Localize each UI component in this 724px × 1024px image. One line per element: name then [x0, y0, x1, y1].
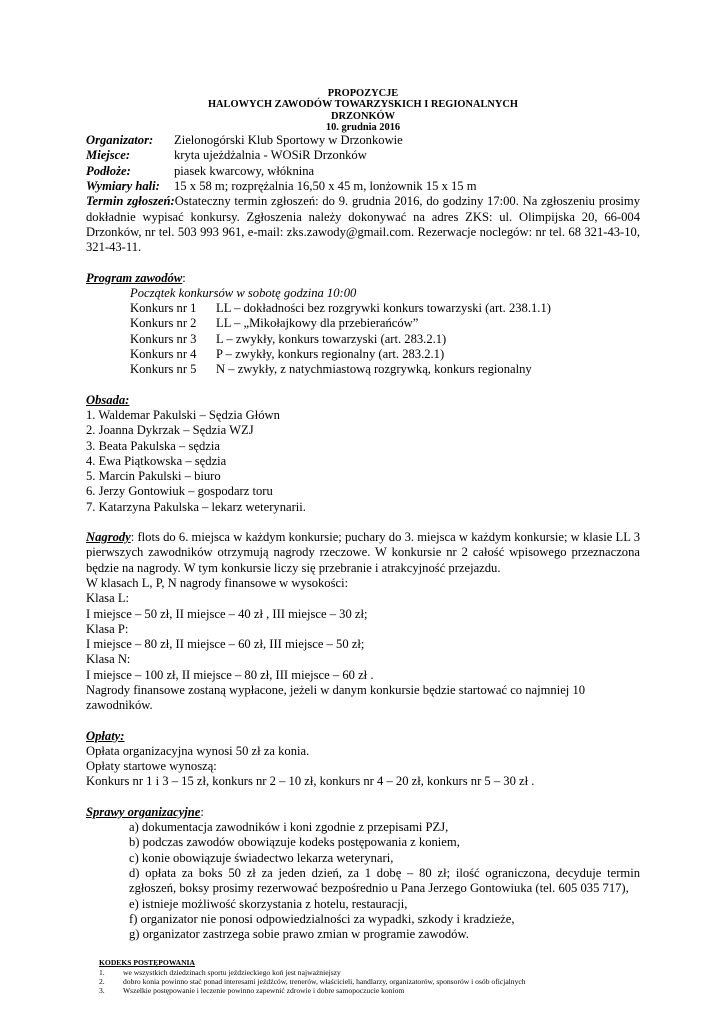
sprawy-list [86, 820, 640, 942]
list-item: 4. Ewa Piątkowska – sędzia [86, 453, 227, 468]
program-section: Program zawodów: [86, 270, 186, 285]
list-item: 2. Joanna Dykrzak – Sędzia WZJ [86, 423, 254, 438]
oplaty-title: Opłaty: [86, 728, 125, 743]
list-item: f) organizator nie ponosi odpowiedzialności za wypadki, szkody i kradzieże, [129, 911, 515, 926]
document-page [86, 88, 640, 995]
kodeks-number: 3. [99, 986, 105, 996]
list-item [86, 301, 640, 316]
kodeks-text: Wszelkie postępowanie i leczenie powinno zapewnić zdrowie i dobre samopoczucie koniom [123, 986, 405, 996]
list-item [86, 316, 640, 331]
konkurs-number: Konkurs nr 2 [130, 316, 197, 331]
list-item: 1. Waldemar Pakulski – Sędzia Główn [86, 407, 280, 422]
oplaty-list [86, 744, 640, 790]
miejsce-label: Miejsce: [86, 148, 131, 163]
wymiary-row [86, 179, 640, 194]
termin-paragraph [86, 194, 640, 255]
konkurs-description: L – zwykły, konkurs towarzyski (art. 283.2.1) [216, 331, 447, 346]
wymiary-value: 15 x 58 m; rozprężalnia 16,50 x 45 m, lonżownik 15 x 15 m [174, 179, 477, 194]
list-item: 3. Beata Pakulska – sędzia [86, 438, 220, 453]
list-item: 7. Katarzyna Pakulska – lekarz weterynarii. [86, 499, 306, 514]
list-item: a) dokumentacja zawodników i koni zgodnie z przepisami PZJ, [129, 820, 449, 835]
header-subtitle: HALOWYCH ZAWODÓW TOWARZYSKICH I REGIONALNYCH [207, 99, 519, 111]
list-item [99, 977, 640, 986]
header-title: PROPOZYCJE [327, 88, 399, 99]
nagrody-paragraph [86, 530, 640, 576]
kodeks-title: KODEKS POSTĘPOWANIA [99, 958, 195, 968]
konkurs-number: Konkurs nr 5 [130, 362, 197, 377]
sprawy-title: Sprawy organizacyjne [86, 804, 201, 819]
list-item: d) opłata za boks 50 zł za jeden dzień, za 1 dobę – 80 zł; ilość ograniczona, decyduje termin zgłoszeń, boksy prosimy rezerwować bezpośrednio u Pana Jerzego Gontowiuka (tel. 605 035 717), [129, 865, 640, 896]
nagrody-line: W klasach L, P, N nagrody finansowe w wysokości: [86, 575, 349, 590]
kodeks-text: dobro konia powinno stać ponad interesami jeźdźców, trenerów, właścicieli, handlarzy, organizatorów, sponsorów i osób oficjalnych [123, 976, 526, 986]
list-item: 6. Jerzy Gontowiuk – gospodarz toru [86, 484, 273, 499]
kodeks-text: we wszystkich dziedzinach sportu jeździeckiego koń jest najważniejszy [123, 967, 341, 977]
nagrody-line: I miejsce – 50 zł, II miejsce – 40 zł , III miejsce – 30 zł; [86, 606, 368, 621]
konkurs-description: LL – „Mikołajkowy dla przebierańców” [216, 316, 419, 331]
list-item [86, 347, 640, 362]
kodeks-number: 1. [99, 967, 105, 977]
nagrody-line: Klasa N: [86, 652, 131, 667]
podloze-label: Podłoże: [86, 163, 131, 178]
kodeks-section [86, 958, 640, 995]
konkurs-description: N – zwykły, z natychmiastową rozgrywką, konkurs regionalny [216, 362, 532, 377]
podloze-row [86, 164, 640, 179]
konkurs-number: Konkurs nr 3 [130, 331, 197, 346]
list-item [86, 332, 640, 347]
organizator-value: Zielonogórski Klub Sportowy w Drzonkowie [174, 133, 403, 148]
sprawy-section [86, 805, 640, 820]
konkurs-description: P – zwykły, konkurs regionalny (art. 283.2.1) [216, 347, 445, 362]
program-start: Początek konkursów w sobotę godzina 10:00 [130, 285, 357, 300]
list-item: b) podczas zawodów obowiązuje kodeks postępowania z koniem, [129, 835, 460, 850]
organizator-row [86, 133, 640, 148]
list-item [99, 968, 640, 977]
list-item: e) istnieje możliwość skorzystania z hotelu, restauracji, [129, 896, 408, 911]
header-date: 10. grudnia 2016 [325, 121, 401, 133]
program-title: Program zawodów [86, 270, 183, 285]
nagrody-line: I miejsce – 100 zł, II miejsce – 80 zł, III miejsce – 60 zł . [86, 667, 374, 682]
nagrody-line: Klasa L: [86, 591, 130, 606]
sprawy-colon: : [200, 804, 204, 819]
list-item: c) konie obowiązuje świadectwo lekarza weterynari, [129, 850, 394, 865]
kodeks-number: 2. [99, 976, 105, 986]
miejsce-value: kryta ujeżdżalnia - WOSiR Drzonków [174, 148, 367, 163]
list-item: g) organizator zastrzega sobie prawo zmian w programie zawodów. [129, 927, 469, 942]
oplaty-line: Konkurs nr 1 i 3 – 15 zł, konkurs nr 2 – 10 zł, konkurs nr 4 – 20 zł, konkurs nr 5 – 30 zł . [86, 774, 535, 789]
nagrody-line: I miejsce – 80 zł, II miejsce – 60 zł, III miejsce – 50 zł; [86, 637, 365, 652]
nagrody-line: Nagrody finansowe zostaną wypłacone, jeżeli w danym konkursie będzie startować co najmniej 10 zawodników. [86, 682, 586, 713]
wymiary-label: Wymiary hali: [86, 179, 160, 194]
obsada-list [86, 408, 640, 515]
nagrody-text: : flots do 6. miejsca w każdym konkursie; puchary do 3. miejsca w każdym konkursie; w klasie LL 3 pierwszych zawodników otrzymują nagrody rzeczowe. W konkursie nr 2 całość wpisowego przeznaczona będzie na nagrody. W tym konkursie liczy się przebranie i atrakcyjność przejazdu. [86, 530, 640, 575]
list-item: 5. Marcin Pakulski – biuro [86, 469, 221, 484]
nagrody-title: Nagrody [86, 530, 131, 545]
header-location: DRZONKÓW [330, 110, 396, 122]
document-header [86, 88, 640, 133]
podloze-value: piasek kwarcowy, włóknina [174, 163, 315, 178]
konkursy-list [86, 301, 640, 377]
miejsce-row [86, 148, 640, 163]
list-item [86, 362, 640, 377]
konkurs-number: Konkurs nr 4 [130, 347, 197, 362]
termin-label: Termin zgłoszeń: [86, 194, 175, 209]
oplaty-line: Opłaty startowe wynoszą: [86, 759, 217, 774]
obsada-title: Obsada: [86, 392, 130, 407]
organizator-label: Organizator: [86, 133, 154, 148]
konkurs-description: LL – dokładności bez rozgrywki konkurs towarzyski (art. 238.1.1) [216, 301, 551, 316]
termin-value: Ostateczny termin zgłoszeń: do 9. grudnia 2016, do godziny 17:00. Na zgłoszeniu prosimy dokładnie wypisać konkursy. Zgłoszenia należy dokonywać na adres ZKS: ul. Olimpijska 20, 66-004 Drzonków, nr tel. 503 993 961, e-mail: zks.zawody@gmail.com. Rezerwacje noclegów: nr tel. 68 321-43-10, 321-43-11. [86, 194, 641, 255]
nagrody-line: Klasa P: [86, 621, 129, 636]
nagrody-details [86, 576, 640, 714]
oplaty-line: Opłata organizacyjna wynosi 50 zł za konia. [86, 743, 310, 758]
konkurs-number: Konkurs nr 1 [130, 301, 197, 316]
list-item [99, 986, 640, 995]
